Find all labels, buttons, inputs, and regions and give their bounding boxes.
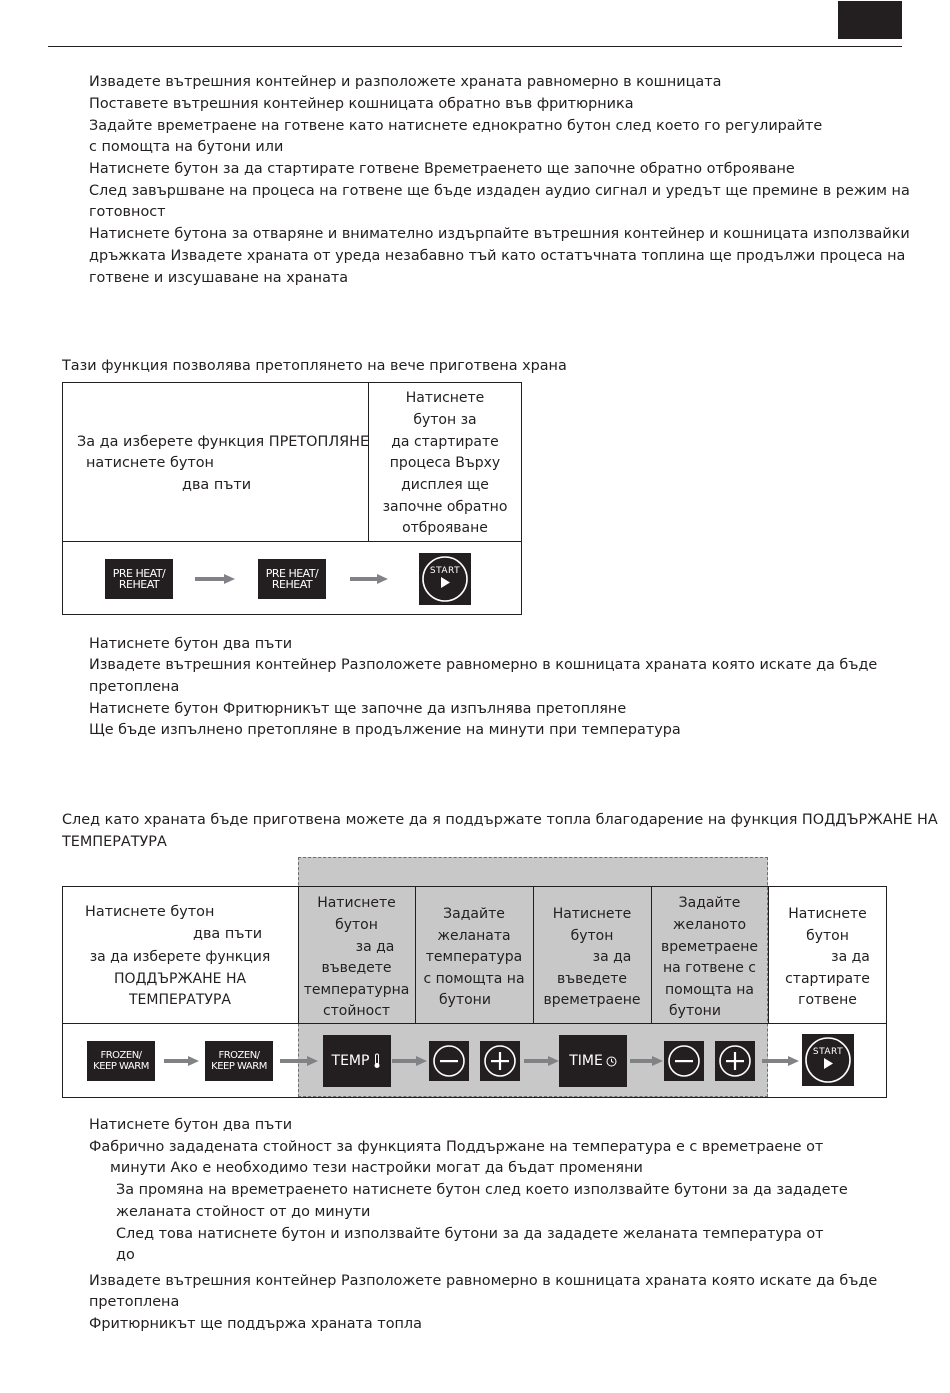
step-line: с помощта на бутони или <box>89 139 284 155</box>
cell-text: за да <box>355 939 395 955</box>
cell-text: помощта на <box>665 982 754 998</box>
cell-text: Натиснете <box>405 390 485 406</box>
preheat-reheat-button[interactable] <box>258 559 326 599</box>
play-icon <box>419 553 471 605</box>
step-line: След това натиснете бутон и използвайте бутони за да зададете желаната температура от <box>116 1226 824 1242</box>
button-label: REHEAT <box>118 578 160 591</box>
cell-text: процеса Върху <box>389 455 501 471</box>
arrow-right-icon <box>195 574 235 584</box>
cell-text: да стартирате <box>391 434 499 450</box>
arrow-right-icon <box>350 574 388 584</box>
start-button[interactable] <box>802 1034 854 1086</box>
cell-text: дисплея ще <box>401 477 489 493</box>
step-line: Натиснете бутон два пъти <box>89 636 293 652</box>
cell-text: бутон за <box>413 412 477 428</box>
cell-text: въведете <box>556 971 628 987</box>
step-line: готвене и изсушаване на храната <box>89 270 349 286</box>
minus-button[interactable] <box>429 1041 469 1081</box>
cell-text: Натиснете бутон <box>85 904 215 920</box>
minus-icon <box>664 1041 704 1081</box>
reheat-intro: Тази функция позволява претоплянето на вече приготвена храна <box>62 358 567 374</box>
step-line: Задайте времетраене на готвене като натиснете еднократно бутон след което го регулирайте <box>89 118 823 134</box>
cell-text: Натиснете <box>788 906 867 922</box>
button-label: TEMP <box>331 1052 370 1069</box>
cell-text: Натиснете <box>552 906 632 922</box>
frozen-keepwarm-button[interactable] <box>205 1041 273 1081</box>
step-line: След завършване на процеса на готвене ще бъде издаден аудио сигнал и уредът ще премине в режим на <box>89 183 910 199</box>
step-line: минути Ако е необходимо тези настройки могат да бъдат променяни <box>110 1160 643 1176</box>
arrow-right-icon <box>524 1056 559 1066</box>
cell-text: Натиснете <box>317 895 396 911</box>
step-line: Поставете вътрешния контейнер кошницата обратно във фритюрника <box>89 96 634 112</box>
step-line: Фабрично зададената стойност за функцията Поддържане на температура е с времетраене от <box>89 1139 824 1155</box>
step-line: Натиснете бутон Фритюрникът ще започне да изпълнява претопляне <box>89 701 627 717</box>
cell-text: ПОДДЪРЖАНЕ НА <box>113 971 247 987</box>
cell-text: натиснете бутон <box>86 455 214 471</box>
cell-text: температура <box>425 949 523 965</box>
button-label: KEEP WARM <box>93 1061 149 1072</box>
cell-text: въведете <box>321 960 392 976</box>
cell-text: два пъти <box>182 477 252 493</box>
plus-button[interactable] <box>480 1041 520 1081</box>
button-label: PRE HEAT/ <box>265 567 319 580</box>
cell-text: Задайте <box>443 906 505 922</box>
page-number-tab <box>838 1 902 39</box>
cell-text: стойност <box>322 1003 391 1019</box>
button-label: START <box>429 566 461 576</box>
minus-icon <box>429 1041 469 1081</box>
step-line: Извадете вътрешния контейнер Разположете равномерно в кошницата храната която искате да бъде <box>89 657 878 673</box>
header-rule <box>48 46 902 47</box>
arrow-right-icon <box>762 1056 799 1066</box>
cell-text: за да <box>592 949 632 965</box>
keepwarm-intro: ТЕМПЕРАТУРА <box>62 834 167 850</box>
temp-button[interactable] <box>323 1035 391 1087</box>
step-line: претоплена <box>89 679 180 695</box>
play-icon <box>802 1034 854 1086</box>
keepwarm-intro: След като храната бъде приготвена можете да я поддържате топла благодарение на функция ПОДДЪРЖАНЕ НА <box>62 812 938 828</box>
step-line: претоплена <box>89 1294 180 1310</box>
cell-text: температурна <box>303 982 410 998</box>
arrow-right-icon <box>280 1056 318 1066</box>
step-line: Натиснете бутона за отваряне и внимателно издърпайте вътрешния контейнер и кошницата използвайки <box>89 226 910 242</box>
button-label: START <box>812 1047 844 1057</box>
cell-text: времетраене <box>543 992 641 1008</box>
cell-text: започне обратно <box>382 499 508 515</box>
cell-text: желаната <box>437 928 511 944</box>
cell-text: бутон <box>806 928 849 944</box>
preheat-reheat-button[interactable] <box>105 559 173 599</box>
plus-icon <box>715 1041 755 1081</box>
button-label: FROZEN/ <box>218 1050 260 1061</box>
cell-text: бутон <box>335 917 378 933</box>
frozen-keepwarm-button[interactable] <box>87 1041 155 1081</box>
button-label: KEEP WARM <box>211 1061 267 1072</box>
cell-text: бутони <box>439 992 491 1008</box>
step-line: дръжката Извадете храната от уреда незабавно тъй като остатъчната топлина ще продължи процеса на <box>89 248 906 264</box>
plus-button[interactable] <box>715 1041 755 1081</box>
thermometer-icon <box>372 1053 382 1069</box>
time-button[interactable] <box>559 1035 627 1087</box>
cell-text: за да <box>831 949 870 965</box>
cell-text: Задайте <box>678 895 741 911</box>
step-line: Натиснете бутон за да стартирате готвене Времетраенето ще започне обратно отброяване <box>89 161 795 177</box>
cell-text: времетраене <box>661 939 758 955</box>
cell-text: бутони <box>669 1003 721 1019</box>
step-line: Извадете вътрешния контейнер Разположете равномерно в кошницата храната която искате да бъде <box>89 1273 878 1289</box>
arrow-right-icon <box>164 1056 199 1066</box>
cell-text: За да изберете функция ПРЕТОПЛЯНЕ <box>77 434 370 450</box>
minus-button[interactable] <box>664 1041 704 1081</box>
plus-icon <box>480 1041 520 1081</box>
cell-text: на готвене с <box>662 960 757 976</box>
button-label: FROZEN/ <box>100 1050 142 1061</box>
button-label: REHEAT <box>271 578 313 591</box>
cell-text: отброяване <box>402 520 488 536</box>
table-divider <box>62 1023 887 1024</box>
step-line: желаната стойност от до минути <box>116 1204 371 1220</box>
cell-text: желаното <box>672 917 747 933</box>
cell-text: стартирате <box>785 971 870 987</box>
step-line: Извадете вътрешния контейнер и разположете храната равномерно в кошницата <box>89 74 722 90</box>
cell-text: с помощта на <box>423 971 525 987</box>
cell-text: бутон <box>570 928 614 944</box>
button-label: TIME <box>569 1052 603 1069</box>
arrow-right-icon <box>630 1056 663 1066</box>
step-line: За промяна на времетраенето натиснете бутон след което използвайте бутони за да зададете <box>116 1182 848 1198</box>
step-line: Натиснете бутон два пъти <box>89 1117 293 1133</box>
start-button[interactable] <box>419 553 471 605</box>
cell-text: два пъти <box>193 926 263 942</box>
step-line: до <box>116 1247 135 1263</box>
cell-text: ТЕМПЕРАТУРА <box>129 992 231 1008</box>
button-label: PRE HEAT/ <box>112 567 166 580</box>
cell-text: за да изберете функция <box>89 949 271 965</box>
cell-text: готвене <box>798 992 857 1008</box>
step-line: Ще бъде изпълнено претопляне в продължение на минути при температура <box>89 722 681 738</box>
table-divider <box>62 541 522 542</box>
arrow-right-icon <box>392 1056 427 1066</box>
step-line: готовност <box>89 204 166 220</box>
clock-icon <box>606 1056 617 1067</box>
step-line: Фритюрникът ще поддържа храната топла <box>89 1316 422 1332</box>
